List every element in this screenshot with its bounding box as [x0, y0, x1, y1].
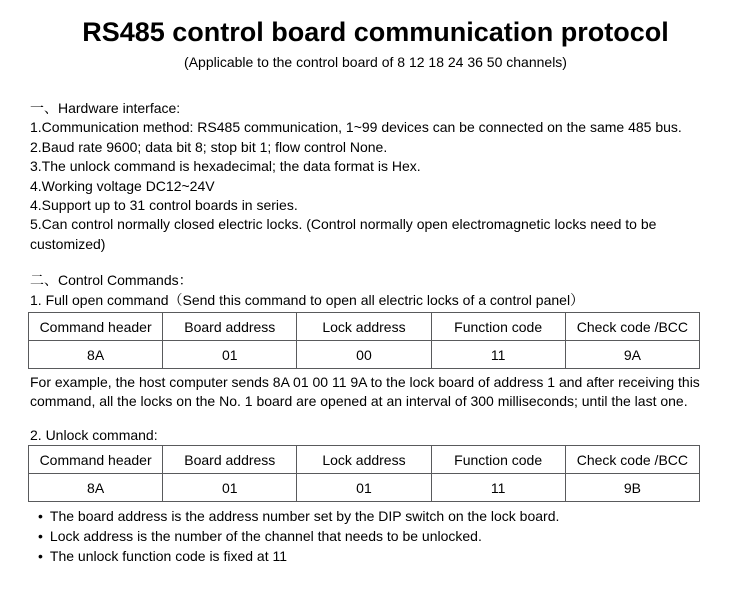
header-cell-function-code: Function code [431, 313, 565, 341]
value-cell-command-header: 8A [29, 341, 163, 369]
value-cell-function-code: 11 [431, 474, 565, 502]
note-text: Lock address is the number of the channel that needs to be unlocked. [49, 528, 482, 545]
table-data-row [29, 341, 700, 369]
value-cell-board-address: 01 [163, 474, 297, 502]
table-header-row [29, 446, 700, 474]
header-cell-check-code: Check code /BCC [565, 313, 699, 341]
unlock-command-label: 2. Unlock command: [30, 426, 158, 443]
header-cell-board-address: Board address [163, 313, 297, 341]
unlock-notes-list [30, 506, 721, 566]
value-cell-check-code: 9A [565, 341, 699, 369]
note-item-lock-address [38, 526, 721, 546]
hardware-item-4: 4.Working voltage DC12~24V [30, 177, 215, 194]
hardware-section [30, 99, 721, 254]
bullet-icon: • [38, 528, 43, 545]
header-cell-board-address: Board address [163, 446, 297, 474]
page-subtitle: (Applicable to the control board of 8 12 18 24 36 50 channels) [184, 54, 567, 70]
commands-section [30, 271, 721, 566]
full-open-command-table [28, 312, 700, 369]
header-cell-command-header: Command header [29, 446, 163, 474]
value-cell-check-code: 9B [565, 474, 699, 502]
value-cell-lock-address: 01 [297, 474, 431, 502]
unlock-table-body [29, 446, 700, 502]
page-title: RS485 control board communication protocol [82, 17, 669, 47]
unlock-command-table [28, 445, 700, 502]
full-open-command-label: 1. Full open command（Send this command to open all electric locks of a control panel） [30, 291, 585, 308]
table-data-row [29, 474, 700, 502]
header-cell-command-header: Command header [29, 313, 163, 341]
bullet-icon: • [38, 548, 43, 565]
value-cell-lock-address: 00 [297, 341, 431, 369]
hardware-item-1: 1.Communication method: RS485 communication, 1~99 devices can be connected on the same 485 bus. [30, 119, 682, 136]
commands-section-heading: 二、Control Commands： [30, 272, 193, 289]
value-cell-function-code: 11 [431, 341, 565, 369]
full-open-example-paragraph: For example, the host computer sends 8A 01 00 11 9A to the lock board of address 1 and after receiving this command, all the locks on the No. 1 board are opened at an interval of 300 milliseconds; until the last one. [30, 374, 700, 410]
hardware-item-2: 2.Baud rate 9600; data bit 8; stop bit 1; flow control None. [30, 138, 388, 155]
hardware-item-6: 5.Can control normally closed electric locks. (Control normally open electromagnetic locks need to be customized) [30, 216, 657, 252]
header-cell-lock-address: Lock address [297, 446, 431, 474]
hardware-item-3: 3.The unlock command is hexadecimal; the data format is Hex. [30, 158, 421, 175]
note-text: The unlock function code is fixed at 11 [49, 548, 288, 565]
table-header-row [29, 313, 700, 341]
note-text: The board address is the address number set by the DIP switch on the lock board. [49, 508, 560, 525]
note-item-function-code [38, 546, 721, 566]
hardware-item-5: 4.Support up to 31 control boards in series. [30, 197, 298, 214]
full-open-table-body [29, 313, 700, 369]
bullet-icon: • [38, 508, 43, 525]
header-cell-lock-address: Lock address [297, 313, 431, 341]
hardware-section-heading: 一、Hardware interface: [30, 100, 181, 116]
note-item-board-address [38, 506, 721, 526]
header-cell-function-code: Function code [431, 446, 565, 474]
value-cell-command-header: 8A [29, 474, 163, 502]
header-cell-check-code: Check code /BCC [565, 446, 699, 474]
value-cell-board-address: 01 [163, 341, 297, 369]
